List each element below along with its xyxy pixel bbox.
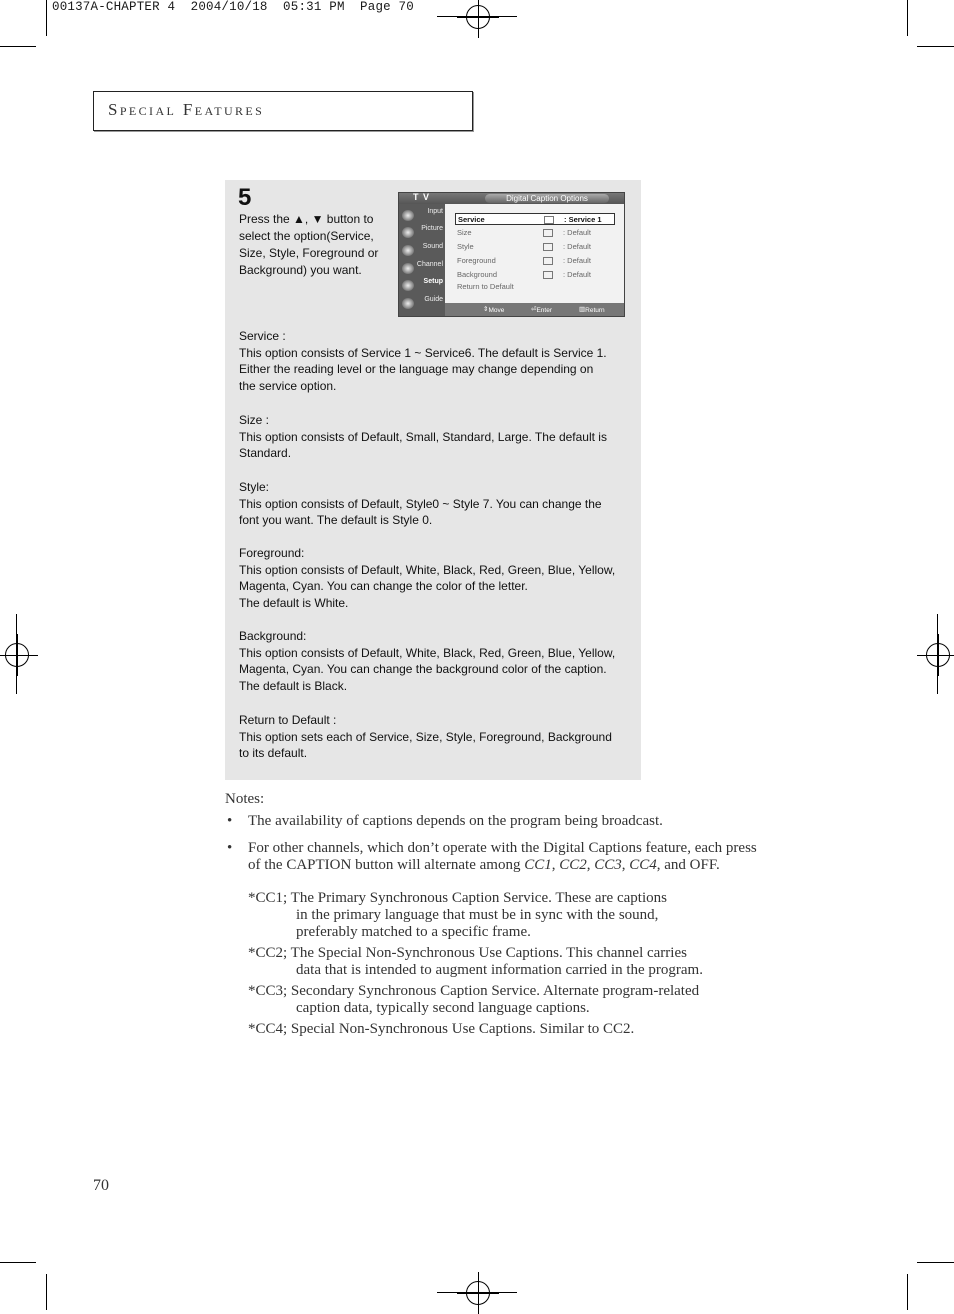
option-heading: Return to Default : (239, 713, 337, 727)
caption-option-icon (544, 216, 554, 224)
registration-mark-icon (466, 5, 490, 29)
option-body: This option consists of Default, Style0 ~ Style 7. You can change the font you want. The default is Style 0. (239, 496, 602, 528)
tv-sidebar-item-setup[interactable]: Setup (401, 278, 443, 294)
tv-sidebar-item-channel[interactable]: Channel (401, 261, 443, 277)
crop-mark (917, 1262, 954, 1263)
crop-mark (0, 1262, 36, 1263)
page-number: 70 (93, 1177, 109, 1194)
option-body: This option consists of Default, Small, Standard, Large. The default is Standard. (239, 429, 607, 461)
input-icon (402, 210, 414, 221)
registration-mark-icon (466, 1281, 490, 1305)
tv-sidebar-item-input[interactable]: Input (401, 208, 443, 224)
crop-mark (917, 46, 954, 47)
option-style (239, 479, 629, 529)
caption-option-icon (543, 271, 553, 279)
crop-mark (0, 46, 36, 47)
option-heading: Service : (239, 329, 286, 343)
caption-option-icon (543, 257, 553, 265)
step-instruction: Press the ▲, ▼ button to select the option(Service, Size, Style, Foreground or Background) you want. (239, 212, 379, 277)
tv-menu-title: Digital Caption Options (485, 194, 609, 203)
tv-sidebar-item-picture[interactable]: Picture (401, 225, 443, 241)
cc-description: *CC1; The Primary Synchronous Caption Service. These are captions in the primary language that must be in sync with the sound, preferably matched to a specific frame. (248, 890, 667, 940)
option-heading: Style: (239, 480, 270, 494)
cc-description: *CC2; The Special Non-Synchronous Use Captions. This channel carries data that is intended to augment information carried in the program. (248, 945, 703, 978)
tv-mode-label: T V (413, 192, 431, 202)
tv-options-list (445, 204, 624, 303)
cc-description: *CC4; Special Non-Synchronous Use Captions. Similar to CC2. (248, 1021, 635, 1037)
option-service (239, 328, 629, 395)
tv-row-return-to-default[interactable]: Return to Default (457, 282, 514, 291)
tv-footer-bar (445, 303, 624, 316)
option-body: This option consists of Default, White, Black, Red, Green, Blue, Yellow, Magenta, Cyan. You can change the color of the letter. The default is White. (239, 562, 616, 611)
crop-mark (437, 1292, 517, 1293)
option-body: This option consists of Default, White, Black, Red, Green, Blue, Yellow, Magenta, Cyan. You can change the background color of the caption. The default is Black. (239, 645, 616, 694)
setup-icon (402, 280, 414, 291)
crop-mark (907, 0, 908, 36)
tv-row-service[interactable]: Service : Service 1 (455, 213, 615, 225)
channel-icon (402, 263, 414, 274)
option-body: This option consists of Service 1 ~ Service6. The default is Service 1. Either the reading level or the language may change depending on the service option. (239, 345, 607, 394)
crop-mark (937, 614, 938, 694)
tv-sidebar-item-guide[interactable]: Guide (401, 296, 443, 312)
crop-mark (437, 16, 517, 17)
bullet-icon: • (227, 840, 233, 856)
sound-icon (402, 245, 414, 256)
tv-sidebar (399, 204, 445, 316)
crop-mark (46, 1274, 47, 1310)
tv-menu-screen (398, 192, 625, 317)
section-title: Special Features (108, 100, 265, 119)
caption-option-icon (543, 243, 553, 251)
option-background (239, 628, 629, 695)
bullet-icon: • (227, 813, 233, 829)
option-foreground (239, 545, 629, 612)
option-size (239, 412, 629, 462)
return-hint: ▥ Return (579, 306, 605, 314)
enter-hint: ⏎ Enter (531, 306, 552, 314)
option-body: This option sets each of Service, Size, Style, Foreground, Background to its default. (239, 729, 612, 761)
note-item: For other channels, which don’t operate with the Digital Captions feature, each press of the CAPTION button will alternate among CC1, CC2, CC3, CC4, and OFF. (248, 840, 757, 873)
registration-mark-icon (5, 643, 29, 667)
step-number: 5 (238, 184, 252, 211)
option-heading: Size : (239, 413, 270, 427)
caption-option-icon (543, 229, 553, 237)
option-return-to-default (239, 712, 629, 762)
tv-sidebar-item-sound[interactable]: Sound (401, 243, 443, 259)
option-heading: Foreground: (239, 546, 305, 560)
option-heading: Background: (239, 629, 307, 643)
crop-mark (46, 0, 47, 36)
tv-row-size[interactable]: Size : Default (457, 228, 591, 237)
note-item: The availability of captions depends on the program being broadcast. (248, 813, 663, 829)
tv-title-bar (399, 193, 624, 204)
registration-mark-icon (926, 643, 950, 667)
cc-description: *CC3; Secondary Synchronous Caption Service. Alternate program-related caption data, typically second language captions. (248, 983, 700, 1016)
picture-icon (402, 227, 414, 238)
print-slug: 00137A-CHAPTER 4 2004/10/18 05:31 PM Page 70 (52, 0, 414, 14)
tv-row-background[interactable]: Background : Default (457, 270, 591, 279)
notes-label: Notes: (225, 791, 265, 807)
guide-icon (402, 298, 414, 309)
crop-mark (16, 614, 17, 694)
move-hint: ⇕ Move (483, 306, 505, 314)
crop-mark (907, 1274, 908, 1310)
tv-row-foreground[interactable]: Foreground : Default (457, 256, 591, 265)
tv-row-style[interactable]: Style : Default (457, 242, 591, 251)
